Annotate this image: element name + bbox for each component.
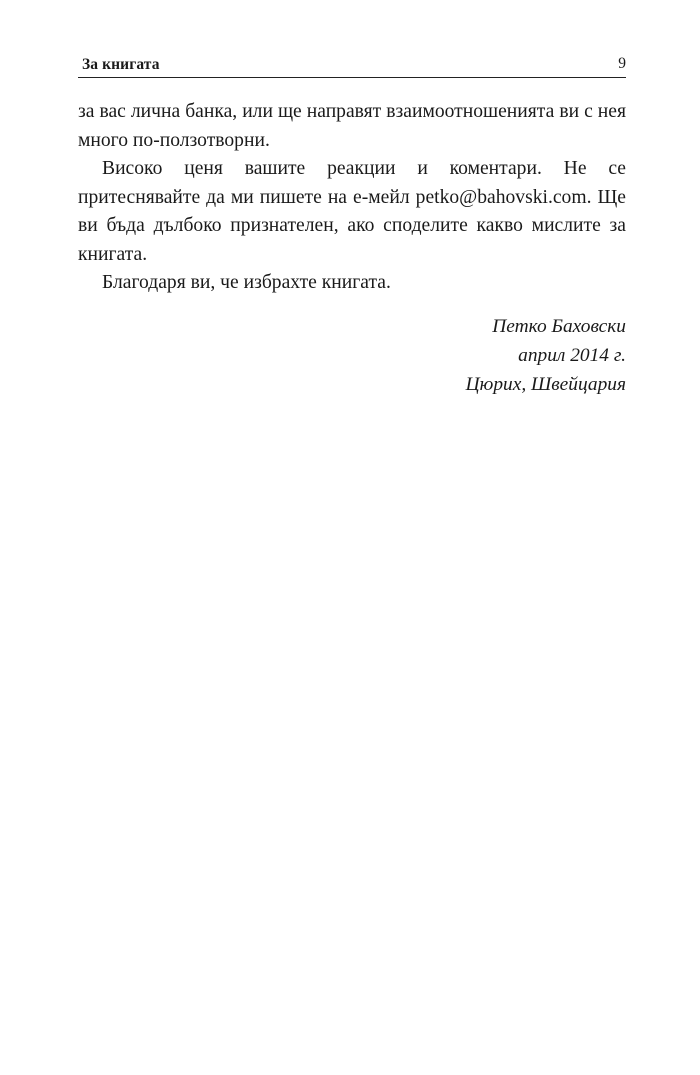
header-divider — [78, 77, 626, 78]
signature-date: април 2014 г. — [518, 344, 626, 366]
chapter-title: За книгата — [82, 56, 160, 73]
paragraph-feedback: Високо ценя вашите реакции и коментари. Не се притеснявайте да ми пишете на е-мейл petko@bahovski.com. Ще ви бъда дълбоко признателен, ако споделите какво мислите за книгата. — [78, 158, 626, 265]
page-number: 9 — [618, 55, 626, 72]
signature-block — [466, 313, 626, 399]
paragraph-continuation: за вас лична банка, или ще направят взаимоотношенията ви с нея много по-ползотворни. — [78, 101, 626, 151]
signature-place: Цюрих, Швейцария — [465, 373, 626, 395]
author-name: Петко Баховски — [492, 316, 626, 337]
paragraph-thanks: Благодаря ви, че избрахте книгата. — [102, 272, 391, 293]
body-text — [78, 98, 626, 298]
running-header — [78, 54, 626, 78]
